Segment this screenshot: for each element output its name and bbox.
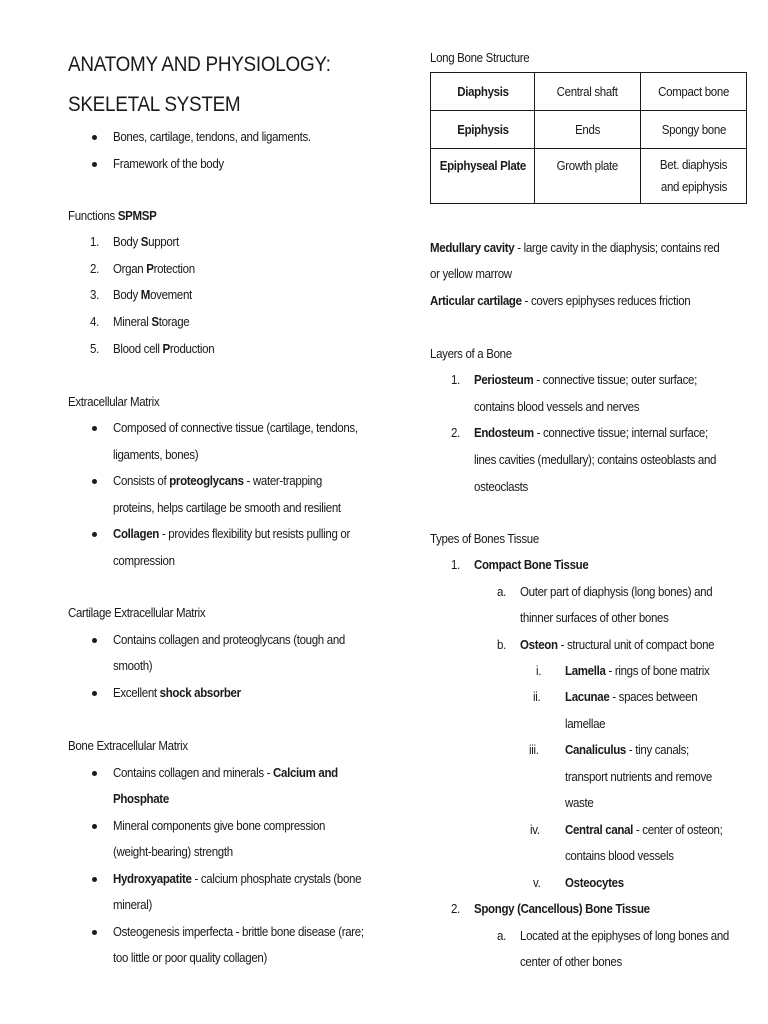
bone-bullet-2-line2: (weight-bearing) strength — [113, 845, 233, 859]
layer-1-line1: Periosteum - connective tissue; outer surface; — [474, 373, 697, 387]
page-title-line2: SKELETAL SYSTEM — [68, 93, 241, 116]
roman-num: ii. — [533, 690, 541, 704]
type-2-a-line1: Located at the epiphyses of long bones and — [520, 929, 729, 943]
roman-num: v. — [533, 876, 541, 890]
osteon-item-central-canal-line2: contains blood vessels — [565, 849, 674, 863]
bullet-marker — [92, 691, 97, 696]
types-heading: Types of Bones Tissue — [430, 532, 539, 546]
function-item-3: Body Movement — [113, 288, 192, 302]
ecm-heading: Extracellular Matrix — [68, 395, 160, 409]
osteon-item-lacunae-line2: lamellae — [565, 717, 606, 731]
layer-2-line3: osteoclasts — [474, 480, 528, 494]
sub-num: a. — [497, 585, 506, 599]
ecm-bullet-2-line2: proteins, helps cartilage be smooth and resilient — [113, 501, 341, 515]
layer-num: 2. — [451, 426, 460, 440]
type-1-a-line1: Outer part of diaphysis (long bones) and — [520, 585, 713, 599]
table-row — [431, 149, 747, 204]
layers-heading: Layers of a Bone — [430, 347, 512, 361]
bone-bullet-1-line2: Phosphate — [113, 792, 169, 806]
type-num: 1. — [451, 558, 460, 572]
function-item-2: Organ Protection — [113, 262, 195, 276]
table-row — [431, 73, 747, 111]
intro-bullet-1: Bones, cartilage, tendons, and ligaments. — [113, 130, 311, 144]
table-row — [431, 111, 747, 149]
bone-bullet-4-line2: too little or poor quality collagen) — [113, 951, 267, 965]
cartilage-bullet-1-line1: Contains collagen and proteoglycans (tough and — [113, 633, 345, 647]
table-cell: Bet. diaphysis and epiphysis — [641, 149, 747, 204]
ecm-bullet-1-line1: Composed of connective tissue (cartilage, tendons, — [113, 421, 358, 435]
functions-heading: Functions SPMSP — [68, 209, 157, 223]
medullary-line1: Medullary cavity - large cavity in the diaphysis; contains red — [430, 241, 720, 255]
ecm-bullet-2-line1: Consists of proteoglycans - water-trapping — [113, 474, 322, 488]
function-num: 2. — [90, 262, 99, 276]
cartilage-heading: Cartilage Extracellular Matrix — [68, 606, 206, 620]
bone-bullet-4-line1: Osteogenesis imperfecta - brittle bone disease (rare; — [113, 925, 364, 939]
ecm-bullet-3-line2: compression — [113, 554, 175, 568]
ecm-bullet-3-line1: Collagen - provides flexibility but resists pulling or — [113, 527, 350, 541]
bone-bullet-2-line1: Mineral components give bone compression — [113, 819, 326, 833]
bone-ecm-heading: Bone Extracellular Matrix — [68, 739, 188, 753]
bullet-marker — [92, 532, 97, 537]
bullet-marker — [92, 638, 97, 643]
osteon-item-central-canal: Central canal - center of osteon; — [565, 823, 723, 837]
bullet-marker — [92, 930, 97, 935]
bullet-marker — [92, 162, 97, 167]
bone-bullet-3-line1: Hydroxyapatite - calcium phosphate crystals (bone — [113, 872, 362, 886]
bullet-marker — [92, 824, 97, 829]
bullet-marker — [92, 135, 97, 140]
layer-num: 1. — [451, 373, 460, 387]
cartilage-bullet-1-line2: smooth) — [113, 659, 153, 673]
bullet-marker — [92, 877, 97, 882]
intro-bullet-2: Framework of the body — [113, 157, 224, 171]
type-1-title: Compact Bone Tissue — [474, 558, 589, 572]
sub-num: b. — [497, 638, 506, 652]
bullet-marker — [92, 479, 97, 484]
osteon-item-lamella: Lamella - rings of bone matrix — [565, 664, 710, 678]
cartilage-bullet-2: Excellent shock absorber — [113, 686, 241, 700]
table-cell: Central shaft — [535, 73, 641, 111]
ecm-bullet-1-line2: ligaments, bones) — [113, 448, 199, 462]
bullet-marker — [92, 771, 97, 776]
type-num: 2. — [451, 902, 460, 916]
sub-num: a. — [497, 929, 506, 943]
table-cell: Compact bone — [641, 73, 747, 111]
layer-2-line2: lines cavities (medullary); contains osteoblasts and — [474, 453, 717, 467]
function-num: 5. — [90, 342, 99, 356]
type-2-title: Spongy (Cancellous) Bone Tissue — [474, 902, 650, 916]
osteon-item-canaliculus: Canaliculus - tiny canals; — [565, 743, 689, 757]
type-1-a-line2: thinner surfaces of other bones — [520, 611, 669, 625]
function-item-5: Blood cell Production — [113, 342, 215, 356]
bone-bullet-3-line2: mineral) — [113, 898, 152, 912]
function-num: 4. — [90, 315, 99, 329]
bullet-marker — [92, 426, 97, 431]
roman-num: iii. — [529, 743, 539, 757]
table-cell: Spongy bone — [641, 111, 747, 149]
osteon-item-osteocytes: Osteocytes — [565, 876, 624, 890]
osteon-item-canaliculus-line2: transport nutrients and remove — [565, 770, 712, 784]
layer-1-line2: contains blood vessels and nerves — [474, 400, 640, 414]
function-num: 3. — [90, 288, 99, 302]
articular-line: Articular cartilage - covers epiphyses reduces friction — [430, 294, 691, 308]
function-item-1: Body Support — [113, 235, 179, 249]
osteon-item-canaliculus-line3: waste — [565, 796, 594, 810]
table-cell: Growth plate — [535, 149, 641, 204]
function-num: 1. — [90, 235, 99, 249]
table-cell: Epiphyseal Plate — [431, 149, 535, 204]
medullary-line2: or yellow marrow — [430, 267, 512, 281]
roman-num: iv. — [530, 823, 540, 837]
roman-num: i. — [536, 664, 542, 678]
table-cell: Epiphysis — [431, 111, 535, 149]
osteon-item-lacunae: Lacunae - spaces between — [565, 690, 698, 704]
table-cell: Diaphysis — [431, 73, 535, 111]
table-cell: Ends — [535, 111, 641, 149]
long-bone-table — [430, 72, 747, 204]
table-title: Long Bone Structure — [430, 51, 530, 65]
layer-2-line1: Endosteum - connective tissue; internal surface; — [474, 426, 708, 440]
type-1-b-line: Osteon - structural unit of compact bone — [520, 638, 715, 652]
page-title-line1: ANATOMY AND PHYSIOLOGY: — [68, 53, 331, 76]
type-2-a-line2: center of other bones — [520, 955, 622, 969]
function-item-4: Mineral Storage — [113, 315, 190, 329]
bone-bullet-1-line1: Contains collagen and minerals - Calcium and — [113, 766, 338, 780]
